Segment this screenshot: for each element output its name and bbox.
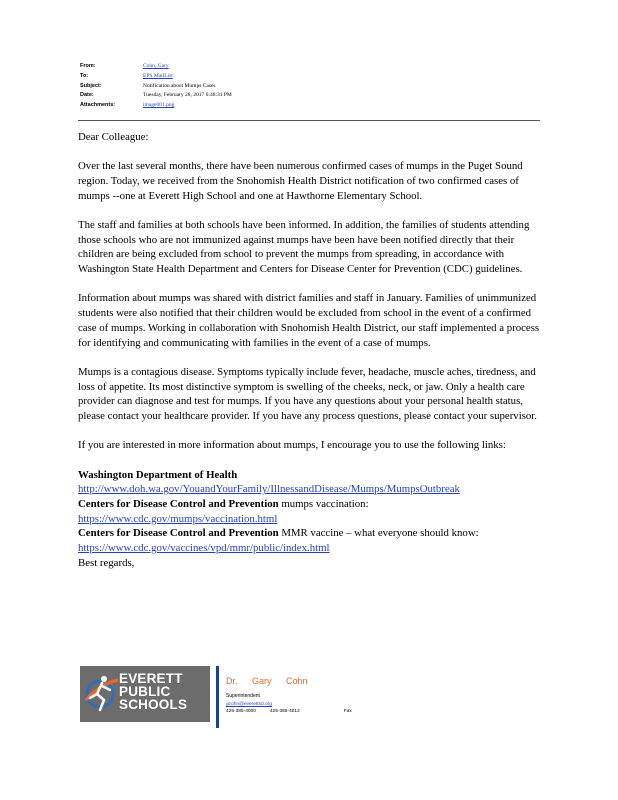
- phone-2: 425-385-4012: [269, 709, 300, 714]
- link2-label: Centers for Disease Control and Prevention: [78, 497, 279, 510]
- subject-value: Notification about Mumps Cases: [143, 82, 216, 89]
- paragraph-1: Over the last several months, there have been numerous confirmed cases of mumps in the Puget Sound region. Today, we received from the Snohomish Health District notification of two confirmed cases of mumps --one at Everett High School and one at Hawthorne Elementary School.: [78, 160, 523, 202]
- logo-text: [119, 672, 187, 712]
- to-row: [80, 72, 480, 82]
- link1-label: Washington Department of Health: [78, 468, 238, 481]
- from-label: From:: [80, 63, 96, 69]
- to-link[interactable]: EPS MailList: [143, 72, 173, 79]
- everett-schools-logo: [80, 666, 210, 722]
- date-row: [80, 91, 480, 101]
- closing: Best regards,: [78, 556, 135, 569]
- date-value: Tuesday, February 28, 2017 6:48:31 PM: [143, 92, 232, 99]
- link3-label: Centers for Disease Control and Prevention: [78, 527, 279, 540]
- paragraph-3: Information about mumps was shared with district families and staff in January. Families of unimmunized students were also notified that their children would be excluded from school in the event of a confirmed case of mumps. Working in collaboration with Snohomish Health District, our staff implemented a process for identifying and communicating with families in the event of a case of mumps.: [78, 292, 540, 349]
- greeting: Dear Colleague:: [78, 131, 149, 143]
- logo-line-2: PUBLIC: [119, 684, 171, 700]
- signature-phones: [226, 709, 366, 714]
- logo-line-3: SCHOOLS: [119, 697, 188, 713]
- signature-email[interactable]: gcohn@everettsd.org: [226, 702, 272, 707]
- link1-url[interactable]: http://www.doh.wa.gov/YouandYourFamily/IllnessandDisease/Mumps/MumpsOutbreak: [78, 483, 460, 496]
- signature-divider: [216, 666, 219, 728]
- subject-row: [80, 82, 480, 92]
- attachments-row: [80, 101, 480, 111]
- fax-label: Fax: [343, 709, 352, 714]
- paragraph-5: If you are interested in more information about mumps, I encourage you to use the following links:: [78, 439, 506, 452]
- link3-url[interactable]: https://www.cdc.gov/vaccines/vpd/mmr/public/index.html: [78, 542, 330, 555]
- subject-label: Subject:: [80, 82, 102, 89]
- email-header: [80, 62, 480, 111]
- signature-title: Superintendent: [226, 693, 260, 699]
- link3-suffix: MMR vaccine – what everyone should know:: [278, 527, 479, 540]
- link2-url[interactable]: https://www.cdc.gov/mumps/vaccination.html: [78, 512, 278, 525]
- attachment-link[interactable]: image001.png: [143, 102, 175, 109]
- runner-logo-icon: [82, 670, 122, 718]
- logo-line-1: EVERETT: [119, 671, 183, 686]
- links-list: [78, 468, 548, 556]
- to-label: To:: [80, 72, 89, 79]
- link2-suffix: mumps vaccination:: [278, 497, 369, 510]
- paragraph-4: Mumps is a contagious disease. Symptoms typically include fever, headache, muscle aches, tiredness, and loss of appetite. Its most distinctive symptom is swelling of the cheeks, neck, or jaw. Only a health care provider can diagnose and test for mumps. If you have any questions about your personal health status, please contact your healthcare provider. If you have any process questions, please contact your supervisor.: [78, 365, 538, 422]
- from-row: [80, 62, 480, 72]
- paragraph-2: The staff and families at both schools have been informed. In addition, the families of students attending those schools who are not immunized against mumps have been have been notified directly that their children are being excluded from school to prevent the mumps from spreading, in accordance with Washington State Health Department and Centers for Disease Center for Prevention (CDC) guidelines.: [78, 219, 530, 276]
- email-body: [78, 130, 548, 585]
- signature-block: [226, 676, 366, 714]
- header-divider: [78, 120, 540, 121]
- signature-name: Dr. Gary Cohn: [226, 676, 308, 686]
- phone-1: 425-385-4000: [226, 709, 256, 714]
- attachments-label: Attachments:: [80, 102, 116, 109]
- date-label: Date:: [80, 92, 94, 99]
- from-link[interactable]: Cohn, Gary: [143, 63, 169, 69]
